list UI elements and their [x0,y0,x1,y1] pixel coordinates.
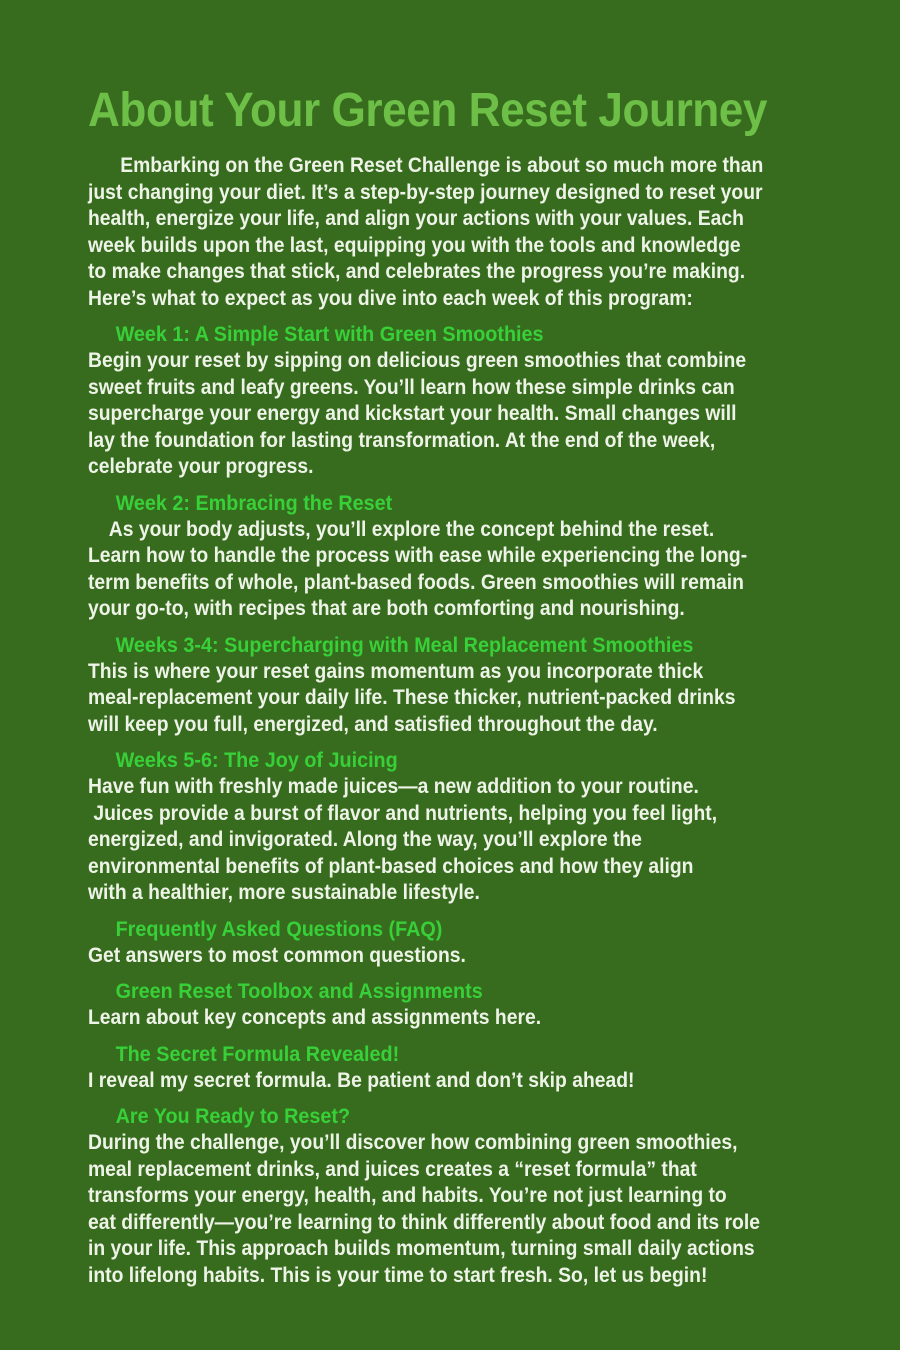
section-secret-formula [88,1041,860,1095]
text-line: I reveal my secret formula. Be patient and don’t skip ahead! [88,1068,635,1092]
text-line: Here’s what to expect as you dive into each week of this program: [88,286,693,310]
text-line: lay the foundation for lasting transformation. At the end of the week, [88,428,716,452]
section-toolbox [88,978,860,1032]
text-line: During the challenge, you’ll discover how combining green smoothies, [88,1131,738,1154]
section-heading: Weeks 3-4: Supercharging with Meal Replacement Smoothies [115,632,694,657]
text-line: in your life. This approach builds momentum, turning small daily actions [88,1237,755,1260]
text-line: will keep you full, energized, and satisfied throughout the day. [88,712,658,736]
text-line: your go-to, with recipes that are both comforting and nourishing. [88,597,685,620]
text-line: Juices provide a burst of flavor and nutrients, helping you feel light, [88,801,718,825]
section-body [88,517,860,623]
section-weeks-3-4 [88,632,860,739]
section-body [88,1005,860,1032]
text-line: Have fun with freshly made juices—a new addition to your routine. [88,775,699,798]
page-title: About Your Green Reset Journey [88,84,768,137]
section-heading: Green Reset Toolbox and Assignments [115,979,483,1003]
text-line: energized, and invigorated. Along the way, you’ll explore the [88,828,642,851]
section-body [88,1068,860,1095]
section-body [88,659,860,739]
text-line: just changing your diet. It’s a step-by-step journey designed to reset your [88,180,763,204]
text-line: supercharge your energy and kickstart your health. Small changes will [88,402,737,425]
section-weeks-5-6 [88,747,860,907]
text-line: As your body adjusts, you’ll explore the concept behind the reset. [88,517,715,541]
text-line: Get answers to most common questions. [88,943,466,967]
section-body [88,348,860,481]
text-line: meal replacement drinks, and juices creates a “reset formula” that [88,1157,697,1181]
section-week-1 [88,321,860,481]
section-heading: Week 1: A Simple Start with Green Smoothies [115,322,544,346]
section-body [88,774,860,907]
section-body [88,943,860,970]
text-line: eat differently—you’re learning to think differently about food and its role [88,1210,760,1234]
section-heading: Weeks 5-6: The Joy of Juicing [115,748,398,772]
section-ready-to-reset [88,1103,860,1289]
text-line: Embarking on the Green Reset Challenge is about so much more than [88,154,764,177]
text-line: This is where your reset gains momentum as you incorporate thick [88,659,704,683]
section-body [88,1130,860,1289]
text-line: sweet fruits and leafy greens. You’ll learn how these simple drinks can [88,375,735,399]
text-line: term benefits of whole, plant-based foods. Green smoothies will remain [88,570,744,594]
text-line: celebrate your progress. [88,455,314,478]
text-line: with a healthier, more sustainable lifestyle. [88,881,480,904]
intro-paragraph [88,153,860,312]
text-line: Learn how to handle the process with ease while experiencing the long- [88,544,748,567]
text-line: Begin your reset by sipping on delicious green smoothies that combine [88,349,747,372]
section-heading: Frequently Asked Questions (FAQ) [115,916,443,941]
text-line: into lifelong habits. This is your time to start fresh. So, let us begin! [88,1263,708,1287]
section-week-2 [88,490,860,623]
text-line: health, energize your life, and align your actions with your values. Each [88,207,744,230]
section-heading: Week 2: Embracing the Reset [115,490,393,515]
text-line: environmental benefits of plant-based choices and how they align [88,854,694,878]
section-faq [88,916,860,970]
text-line: transforms your energy, health, and habits. You’re not just learning to [88,1184,727,1207]
text-line: to make changes that stick, and celebrates the progress you’re making. [88,260,746,283]
section-heading: The Secret Formula Revealed! [115,1041,400,1066]
section-heading: Are You Ready to Reset? [115,1104,351,1128]
text-line: Learn about key concepts and assignments here. [88,1006,542,1029]
text-line: week builds upon the last, equipping you with the tools and knowledge [88,233,741,257]
text-line: meal-replacement your daily life. These thicker, nutrient-packed drinks [88,686,736,709]
